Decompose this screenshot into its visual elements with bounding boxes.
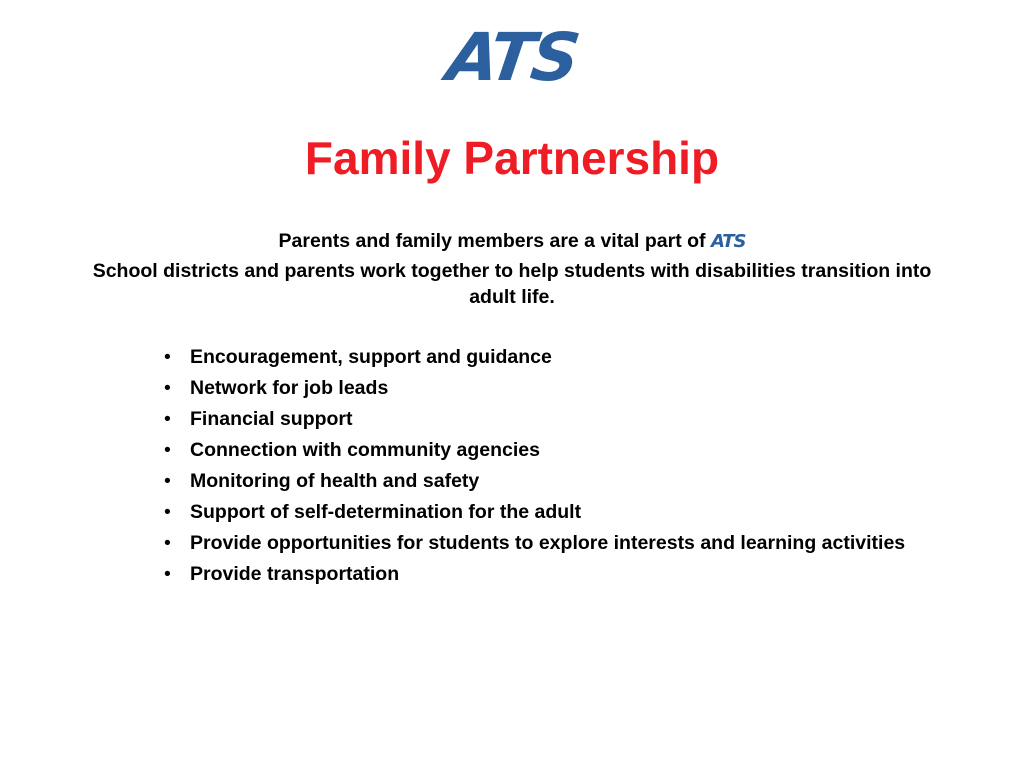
- intro-line-1-text: Parents and family members are a vital part of: [278, 230, 706, 252]
- bullet-item: [162, 438, 942, 463]
- bullet-dot-icon: •: [164, 377, 171, 399]
- bullet-item: [162, 469, 942, 494]
- intro-text: [80, 228, 944, 310]
- bullet-dot-icon: •: [164, 408, 171, 430]
- bullet-text: Support of self-determination for the adult: [190, 501, 582, 523]
- bullet-item: [162, 531, 942, 556]
- bullet-dot-icon: •: [164, 501, 171, 523]
- bullet-text: Network for job leads: [190, 377, 389, 399]
- bullet-dot-icon: •: [164, 346, 171, 368]
- bullet-dot-icon: •: [164, 532, 171, 554]
- bullet-item: [162, 345, 942, 370]
- bullet-dot-icon: •: [164, 470, 171, 492]
- bullet-text: Monitoring of health and safety: [190, 470, 480, 492]
- bullet-text: Provide opportunities for students to explore interests and learning activities: [190, 532, 906, 554]
- intro-line-1: [80, 228, 944, 255]
- slide-title: Family Partnership: [304, 132, 720, 184]
- bullet-text: Connection with community agencies: [190, 439, 540, 461]
- bullet-dot-icon: •: [164, 439, 171, 461]
- ats-inline-logo: ATS: [710, 231, 746, 252]
- bullet-item: [162, 500, 942, 525]
- bullet-text: Financial support: [190, 408, 353, 430]
- bullet-text: Encouragement, support and guidance: [190, 346, 552, 368]
- bullet-item: [162, 376, 942, 401]
- bullet-text: Provide transportation: [190, 563, 400, 585]
- intro-line-2: School districts and parents work together to help students with disabilities transition into adult life.: [92, 260, 932, 308]
- bullet-item: [162, 407, 942, 432]
- bullet-list: [162, 345, 942, 593]
- bullet-dot-icon: •: [164, 563, 171, 585]
- bullet-item: [162, 562, 942, 587]
- ats-logo: ATS: [442, 19, 582, 96]
